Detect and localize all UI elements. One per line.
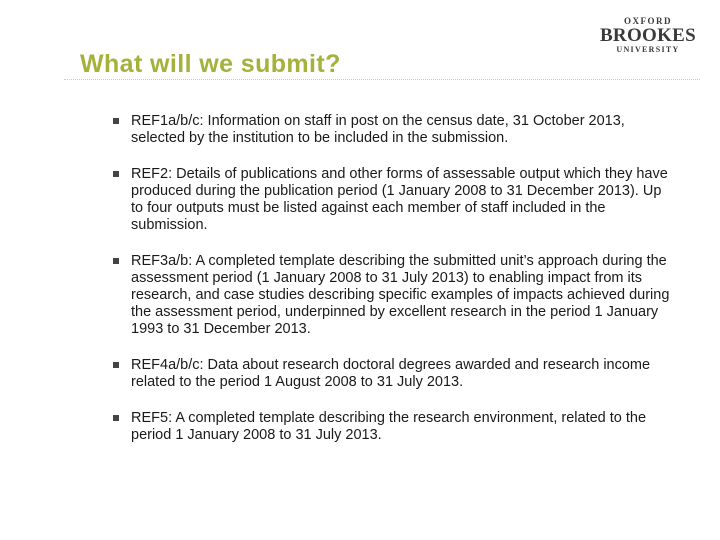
bullet-ref-label: REF1a/b/c:: [131, 113, 204, 129]
logo-line-brookes: BROOKES: [599, 25, 697, 46]
bullet-item-ref1: [113, 113, 673, 147]
bullet-text: A completed template describing the submitted unit’s approach during the assessment period (1 January 2008 to 31 July 2013) to enabling impact from its research, and case studies describing specific examples of impacts achieved during the assessment period, underpinned by excellent research in the period 1 January 1993 to 31 December 2013.: [131, 253, 670, 337]
bullet-ref-label: REF4a/b/c:: [131, 357, 204, 373]
bullet-item-ref5: [113, 410, 673, 444]
bullet-text: Information on staff in post on the census date, 31 October 2013, selected by the institution to be included in the submission.: [131, 113, 625, 146]
logo-line-university: UNIVERSITY: [616, 45, 680, 54]
bullet-ref-label: REF3a/b:: [131, 253, 193, 269]
bullet-square-icon: [113, 415, 119, 421]
bullet-item-ref2: [113, 166, 673, 234]
bullet-square-icon: [113, 258, 119, 264]
bullet-text: Data about research doctoral degrees awarded and research income related to the period 1 August 2008 to 31 July 2013.: [131, 357, 651, 390]
bullet-ref-label: REF2:: [131, 166, 173, 182]
bullet-text: A completed template describing the research environment, related to the period 1 January 2008 to 31 July 2013.: [131, 410, 647, 443]
bullet-list: [113, 113, 673, 463]
bullet-text: Details of publications and other forms of assessable output which they have produced during the publication period (1 January 2008 to 31 December 2013). Up to four outputs must be listed against each member of staff included in the submission.: [131, 166, 668, 233]
bullet-item-ref3: [113, 253, 673, 338]
bullet-item-ref4: [113, 357, 673, 391]
bullet-ref-label: REF5:: [131, 410, 173, 426]
logo-line-oxford: OXFORD: [624, 16, 672, 26]
bullet-square-icon: [113, 362, 119, 368]
bullet-square-icon: [113, 171, 119, 177]
oxford-brookes-logo: [598, 16, 698, 55]
slide-title: What will we submit?: [80, 50, 341, 78]
title-divider: [64, 79, 700, 80]
bullet-square-icon: [113, 118, 119, 124]
